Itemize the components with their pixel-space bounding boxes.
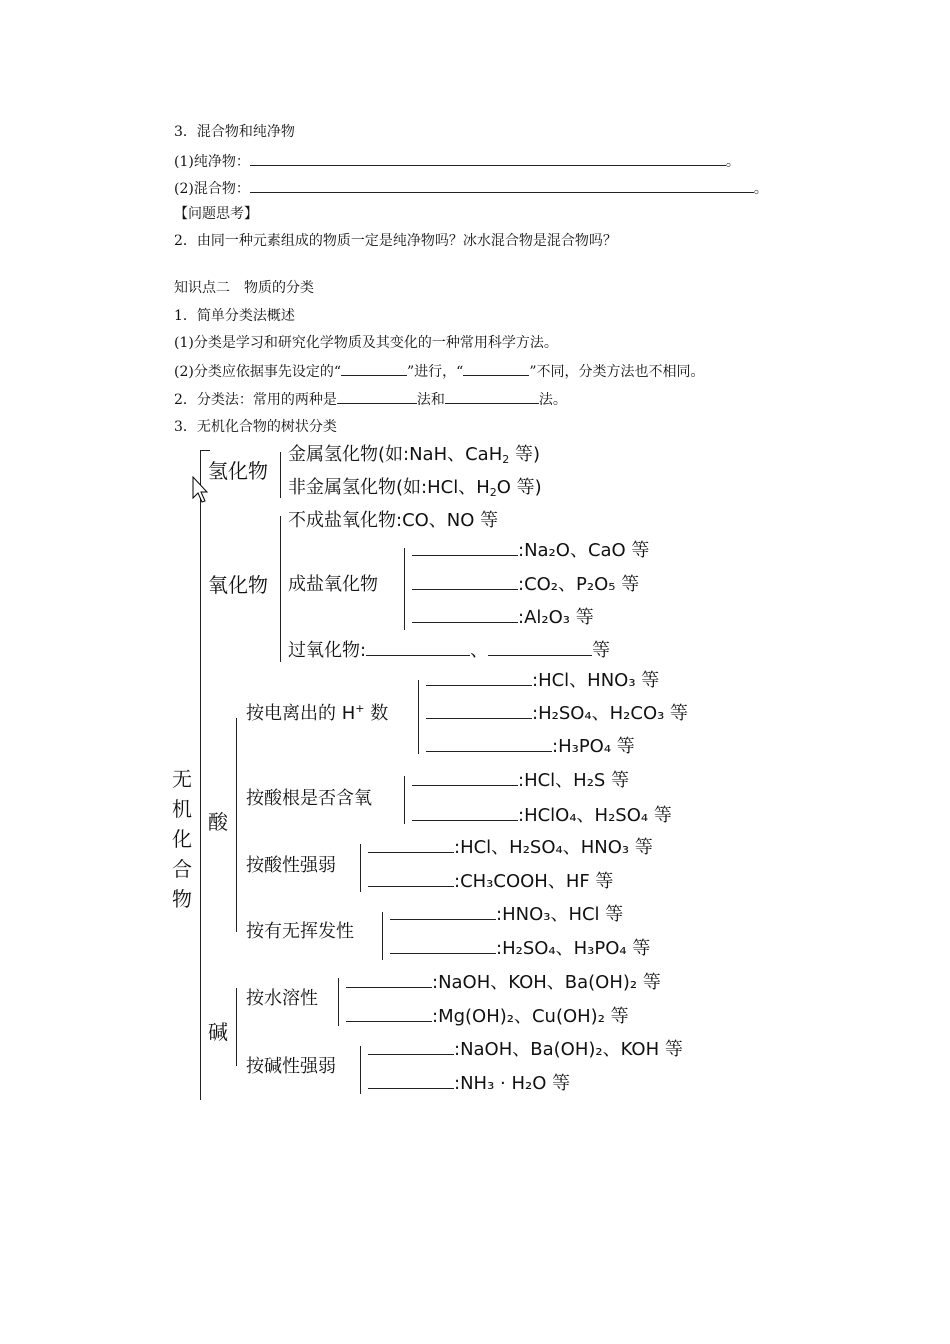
- root-char: 机: [172, 797, 192, 821]
- base-by-strength: 按碱性强弱: [246, 1056, 336, 1077]
- sub: 2: [502, 453, 510, 466]
- base-label: 碱: [208, 1020, 228, 1044]
- oxide-salt-row: [412, 608, 594, 628]
- acid-o-blank-2[interactable]: [412, 806, 518, 821]
- oxide-salt-blank-3[interactable]: [412, 608, 518, 623]
- mixture-line: [174, 180, 768, 197]
- oxide-salt-example-3: :Al₂O₃ 等: [518, 607, 594, 628]
- hydride-nonmetal-text: 非金属氢化物(如:HCl、H: [288, 477, 490, 498]
- acid-o-blank-1[interactable]: [412, 771, 518, 786]
- oxide-salt-example-2: :CO₂、P₂O₅ 等: [518, 574, 640, 595]
- kp2-p2-b: ”进行，“: [407, 364, 464, 380]
- kp2-h2-b: 法和: [416, 392, 445, 408]
- base-s-blank-2[interactable]: [368, 1074, 454, 1089]
- root-brace-top: [200, 450, 210, 451]
- acid-o-row: [412, 771, 629, 791]
- sub: 2: [489, 486, 497, 499]
- mouse-pointer-icon: [192, 476, 208, 504]
- acid-h-row: [426, 704, 688, 724]
- acid-h-blank-3[interactable]: [426, 737, 552, 752]
- pure-substance-end: 。: [725, 154, 740, 170]
- acid-h-row: [426, 737, 635, 757]
- mixture-end: 。: [753, 181, 768, 197]
- oxide-nonsalt: 不成盐氧化物:CO、NO 等: [288, 510, 499, 531]
- question-text: 2．由同一种元素组成的物质一定是纯净物吗？冰水混合物是混合物吗？: [174, 233, 617, 249]
- hydride-metal-end: 等): [509, 444, 541, 465]
- acid-o-example-1: :HCl、H₂S 等: [518, 770, 630, 791]
- base-s-blank-1[interactable]: [368, 1040, 454, 1055]
- acid-o-row: [412, 806, 672, 826]
- base-w-blank-2[interactable]: [346, 1007, 432, 1022]
- kp2-h2-c: 法。: [538, 392, 567, 408]
- acid-h-example-3: :H₃PO₄ 等: [552, 736, 635, 757]
- base-w-row: [346, 973, 661, 993]
- acid-v-row: [390, 939, 650, 959]
- acid-by-h-a: 按电离出的 H: [246, 703, 356, 724]
- hydride-nonmetal-end: O 等): [496, 477, 542, 498]
- base-by-solubility: 按水溶性: [246, 988, 318, 1009]
- acid-v-brace: [382, 912, 383, 960]
- oxide-brace: [280, 516, 281, 662]
- pure-substance-blank[interactable]: [250, 153, 726, 166]
- acid-h-brace: [418, 680, 419, 754]
- acid-o-brace: [404, 776, 405, 824]
- pure-substance-line: [174, 153, 740, 170]
- oxide-salt-row: [412, 541, 649, 561]
- acid-s-example-2: :CH₃COOH、HF 等: [454, 871, 614, 892]
- acid-by-strength: 按酸性强弱: [246, 855, 336, 876]
- oxide-salt: 成盐氧化物: [288, 574, 378, 595]
- base-brace: [236, 988, 237, 1066]
- acid-h-example-2: :H₂SO₄、H₂CO₃ 等: [532, 703, 689, 724]
- acid-o-example-2: :HClO₄、H₂SO₄ 等: [518, 805, 672, 826]
- base-s-row: [368, 1040, 683, 1060]
- base-s-row: [368, 1074, 570, 1094]
- hydride-metal-text: 金属氢化物(如:NaH、CaH: [288, 444, 503, 465]
- hydride-metal: [288, 445, 540, 465]
- kp2-p2: [174, 363, 705, 380]
- section-heading: 3．混合物和纯净物: [174, 124, 295, 140]
- mixture-label: (2)混合物：: [174, 181, 250, 197]
- peroxide-sep: 、: [470, 640, 489, 661]
- basis-blank-1[interactable]: [341, 363, 407, 376]
- acid-v-blank-1[interactable]: [390, 905, 496, 920]
- acid-h-blank-2[interactable]: [426, 704, 532, 719]
- root-char: 物: [172, 887, 192, 911]
- kp2-h2-a: 2．分类法：常用的两种是: [174, 392, 337, 408]
- acid-h-row: [426, 671, 659, 691]
- acid-h-example-1: :HCl、HNO₃ 等: [532, 670, 660, 691]
- acid-v-blank-2[interactable]: [390, 939, 496, 954]
- sup: +: [355, 702, 365, 715]
- base-w-row: [346, 1007, 629, 1027]
- question-title: 【问题思考】: [174, 206, 258, 222]
- acid-h-blank-1[interactable]: [426, 671, 532, 686]
- acid-brace: [236, 718, 237, 932]
- pure-substance-label: (1)纯净物：: [174, 154, 250, 170]
- acid-by-h-b: 数: [364, 703, 389, 724]
- oxide-salt-blank-1[interactable]: [412, 541, 518, 556]
- base-s-example-1: :NaOH、Ba(OH)₂、KOH 等: [454, 1039, 683, 1060]
- acid-s-row: [368, 838, 653, 858]
- peroxide-label: 过氧化物:: [288, 640, 367, 661]
- oxide-peroxide: [288, 641, 610, 661]
- acid-by-h: [246, 704, 388, 724]
- base-s-example-2: :NH₃ · H₂O 等: [454, 1073, 571, 1094]
- acid-s-blank-1[interactable]: [368, 838, 454, 853]
- peroxide-blank-2[interactable]: [488, 641, 592, 656]
- kp2-h3: 3．无机化合物的树状分类: [174, 419, 337, 435]
- acid-s-example-1: :HCl、H₂SO₄、HNO₃ 等: [454, 837, 653, 858]
- hydride-label: 氢化物: [208, 459, 268, 483]
- base-w-blank-1[interactable]: [346, 973, 432, 988]
- acid-s-blank-2[interactable]: [368, 872, 454, 887]
- hydride-brace: [280, 452, 281, 498]
- method-blank-2[interactable]: [445, 391, 539, 404]
- acid-s-row: [368, 872, 613, 892]
- peroxide-blank-1[interactable]: [366, 641, 470, 656]
- mixture-blank[interactable]: [250, 180, 754, 193]
- root-char: 化: [172, 827, 192, 851]
- acid-label: 酸: [208, 810, 228, 834]
- kp2-h2: [174, 391, 567, 408]
- oxide-salt-blank-2[interactable]: [412, 575, 518, 590]
- acid-s-brace: [360, 844, 361, 892]
- root-char: 合: [172, 857, 192, 881]
- basis-blank-2[interactable]: [463, 363, 529, 376]
- acid-v-example-2: :H₂SO₄、H₃PO₄ 等: [496, 938, 651, 959]
- oxide-salt-example-1: :Na₂O、CaO 等: [518, 540, 650, 561]
- base-s-brace: [360, 1046, 361, 1094]
- acid-v-row: [390, 905, 623, 925]
- base-w-example-1: :NaOH、KOH、Ba(OH)₂ 等: [432, 972, 661, 993]
- kp2-title: 知识点二 物质的分类: [174, 280, 314, 296]
- root-brace-line: [200, 450, 201, 1100]
- oxide-label: 氧化物: [208, 573, 268, 597]
- tree-root-label: [172, 764, 192, 914]
- acid-by-volatility: 按有无挥发性: [246, 921, 354, 942]
- peroxide-end: 等: [592, 640, 611, 661]
- kp2-p2-c: ”不同，分类方法也不相同。: [529, 364, 705, 380]
- oxide-salt-row: [412, 575, 639, 595]
- acid-v-example-1: :HNO₃、HCl 等: [496, 904, 624, 925]
- kp2-h1: 1．简单分类法概述: [174, 308, 295, 324]
- kp2-p2-a: (2)分类应依据事先设定的“: [174, 364, 341, 380]
- method-blank-1[interactable]: [337, 391, 417, 404]
- base-w-brace: [338, 978, 339, 1026]
- root-char: 无: [172, 767, 192, 791]
- acid-by-oxygen: 按酸根是否含氧: [246, 788, 372, 809]
- base-w-example-2: :Mg(OH)₂、Cu(OH)₂ 等: [432, 1006, 629, 1027]
- kp2-p1: (1)分类是学习和研究化学物质及其变化的一种常用科学方法。: [174, 335, 558, 351]
- hydride-nonmetal: [288, 478, 542, 498]
- oxide-salt-brace: [404, 548, 405, 630]
